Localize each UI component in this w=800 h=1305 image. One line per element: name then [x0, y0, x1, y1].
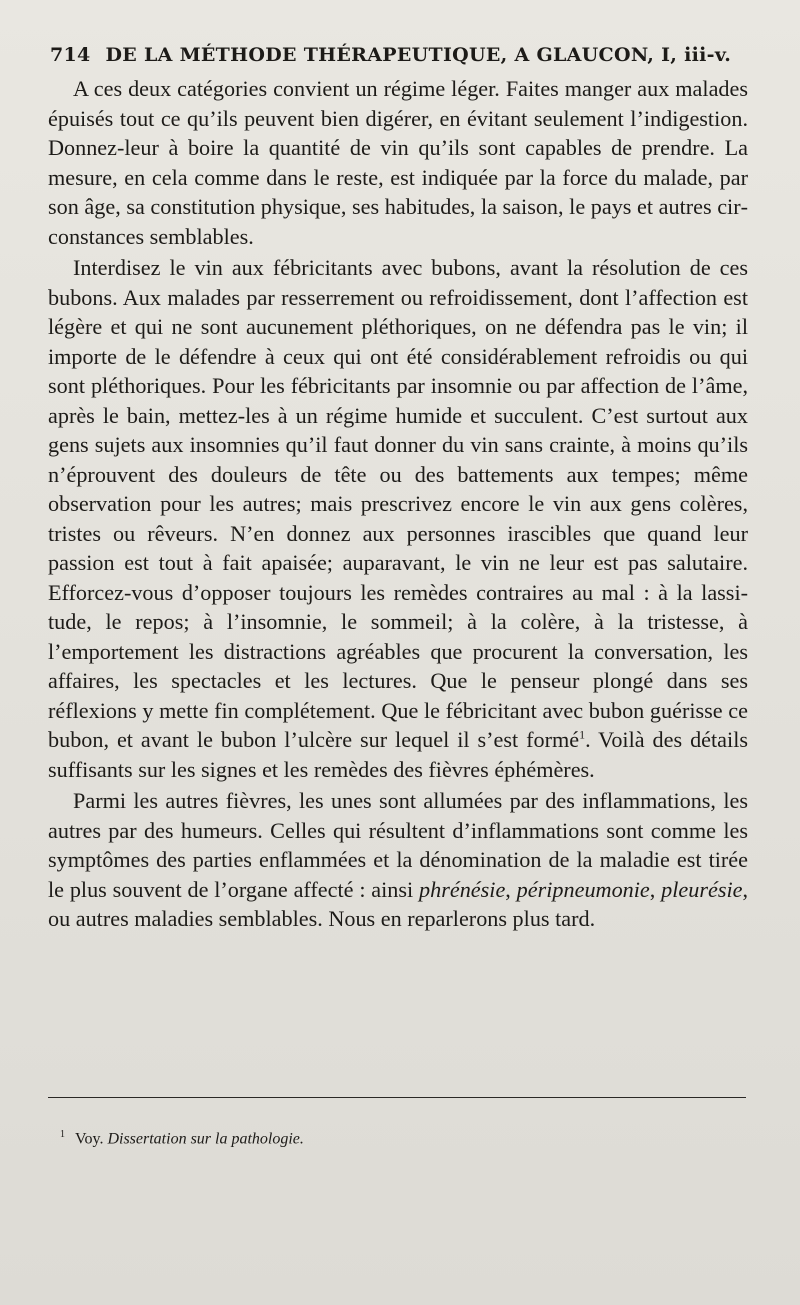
footnote [60, 1125, 740, 1149]
footnote-number: 1 [60, 1129, 65, 1140]
paragraph-2-tail: . Voilà des détails suffisants sur les signes et les remèdes des fièvres éphémères. [48, 727, 748, 782]
paragraph-2-text: Interdisez le vin aux fébricitants avec bubons, avant la résolution de ces bubons. Aux malades par resserrement ou refroidissement, dont l’affection est légère et qui ne sont aucunement pléthoriques, on ne défendra pas le vin; il importe de le défendre à ceux qui ont été considérablement refroidis ou qui sont pléthoriques. Pour les fébricitants par insomnie ou par affection de l’âme, après le bain, mettez-les à un régime humide et succulent. C’est surtout aux gens sujets aux insomnies qu’il faut donner du vin sans crainte, à moins qu’ils n’éprouvent des douleurs de tête ou des battements aux tempes; même observation pour les autres; mais prescrivez encore le vin aux gens colères, tristes ou rêveurs. N’en donnez aux personnes irascibles que quand leur passion est tout à fait apaisée; auparavant, le vin ne leur est pas salutaire. Efforcez-vous d’opposer toujours les remèdes contraires au mal : à la lassitude, le repos; à l’insomnie, le sommeil; à la colère, à la tristesse, à l’emportement les distractions agréables que procurent la conversation, les affaires, les spectacles et les lectures. Que le penseur plongé dans ses réflexions y mette fin complétement. Que le fébricitant avec bubon guérisse ce bubon, et avant le bubon l’ulcère sur lequel il s’est formé [48, 255, 748, 752]
footnote-title: Dissertation sur la pathologie. [107, 1130, 304, 1148]
paragraph-3: Parmi les autres fièvres, les unes sont allumées par des inflammations, les autres par des humeurs. Celles qui résultent d’inflammations sont comme les symptômes des parties enflammées et la dénomination de la maladie est tirée le plus souvent de l’organe affecté : ainsi phrénésie, péripneumonie, pleurésie, ou autres maladies semblables. Nous en reparlerons plus tard. [48, 788, 749, 931]
body-text [48, 74, 748, 934]
page-number: 714 [50, 44, 91, 66]
term-phrenesie: phrénésie [419, 876, 506, 902]
paragraph-3-tail: , ou autres maladies semblables. Nous en reparlerons plus tard. [48, 876, 749, 931]
footnote-prefix: Voy. [75, 1130, 104, 1148]
paragraph-3-text: Parmi les autres fièvres, les unes sont allumées par des inflammations, les autres par des humeurs. Celles qui résultent d’inflammations sont comme les symptômes des parties enflammées et la dénomination de la maladie est tirée le plus souvent de l’organe affecté : ainsi [48, 788, 748, 902]
footnote-divider [48, 1097, 746, 1098]
running-title: DE LA MÉTHODE THÉRAPEUTIQUE, A GLAUCON, I, iii-v. [105, 44, 732, 66]
term-pleuresie: pleurésie [661, 876, 743, 902]
paragraph-2 [48, 253, 748, 784]
running-head [50, 44, 750, 66]
paragraph-1: A ces deux catégories convient un régime léger. Faites manger aux malades épuisés tout ce qu’ils peuvent bien digérer, en évitant seulement l’indigestion. Donnez-leur à boire la quantité de vin qu’ils sont capables de prendre. La mesure, en cela comme dans le reste, est indiquée par la force du malade, par son âge, sa constitution physique, ses habitudes, la saison, le pays et autres circonstances semblables. [48, 76, 748, 249]
term-peripneumonie: péripneumonie [516, 876, 650, 902]
footnote-reference[interactable]: 1 [579, 727, 586, 742]
